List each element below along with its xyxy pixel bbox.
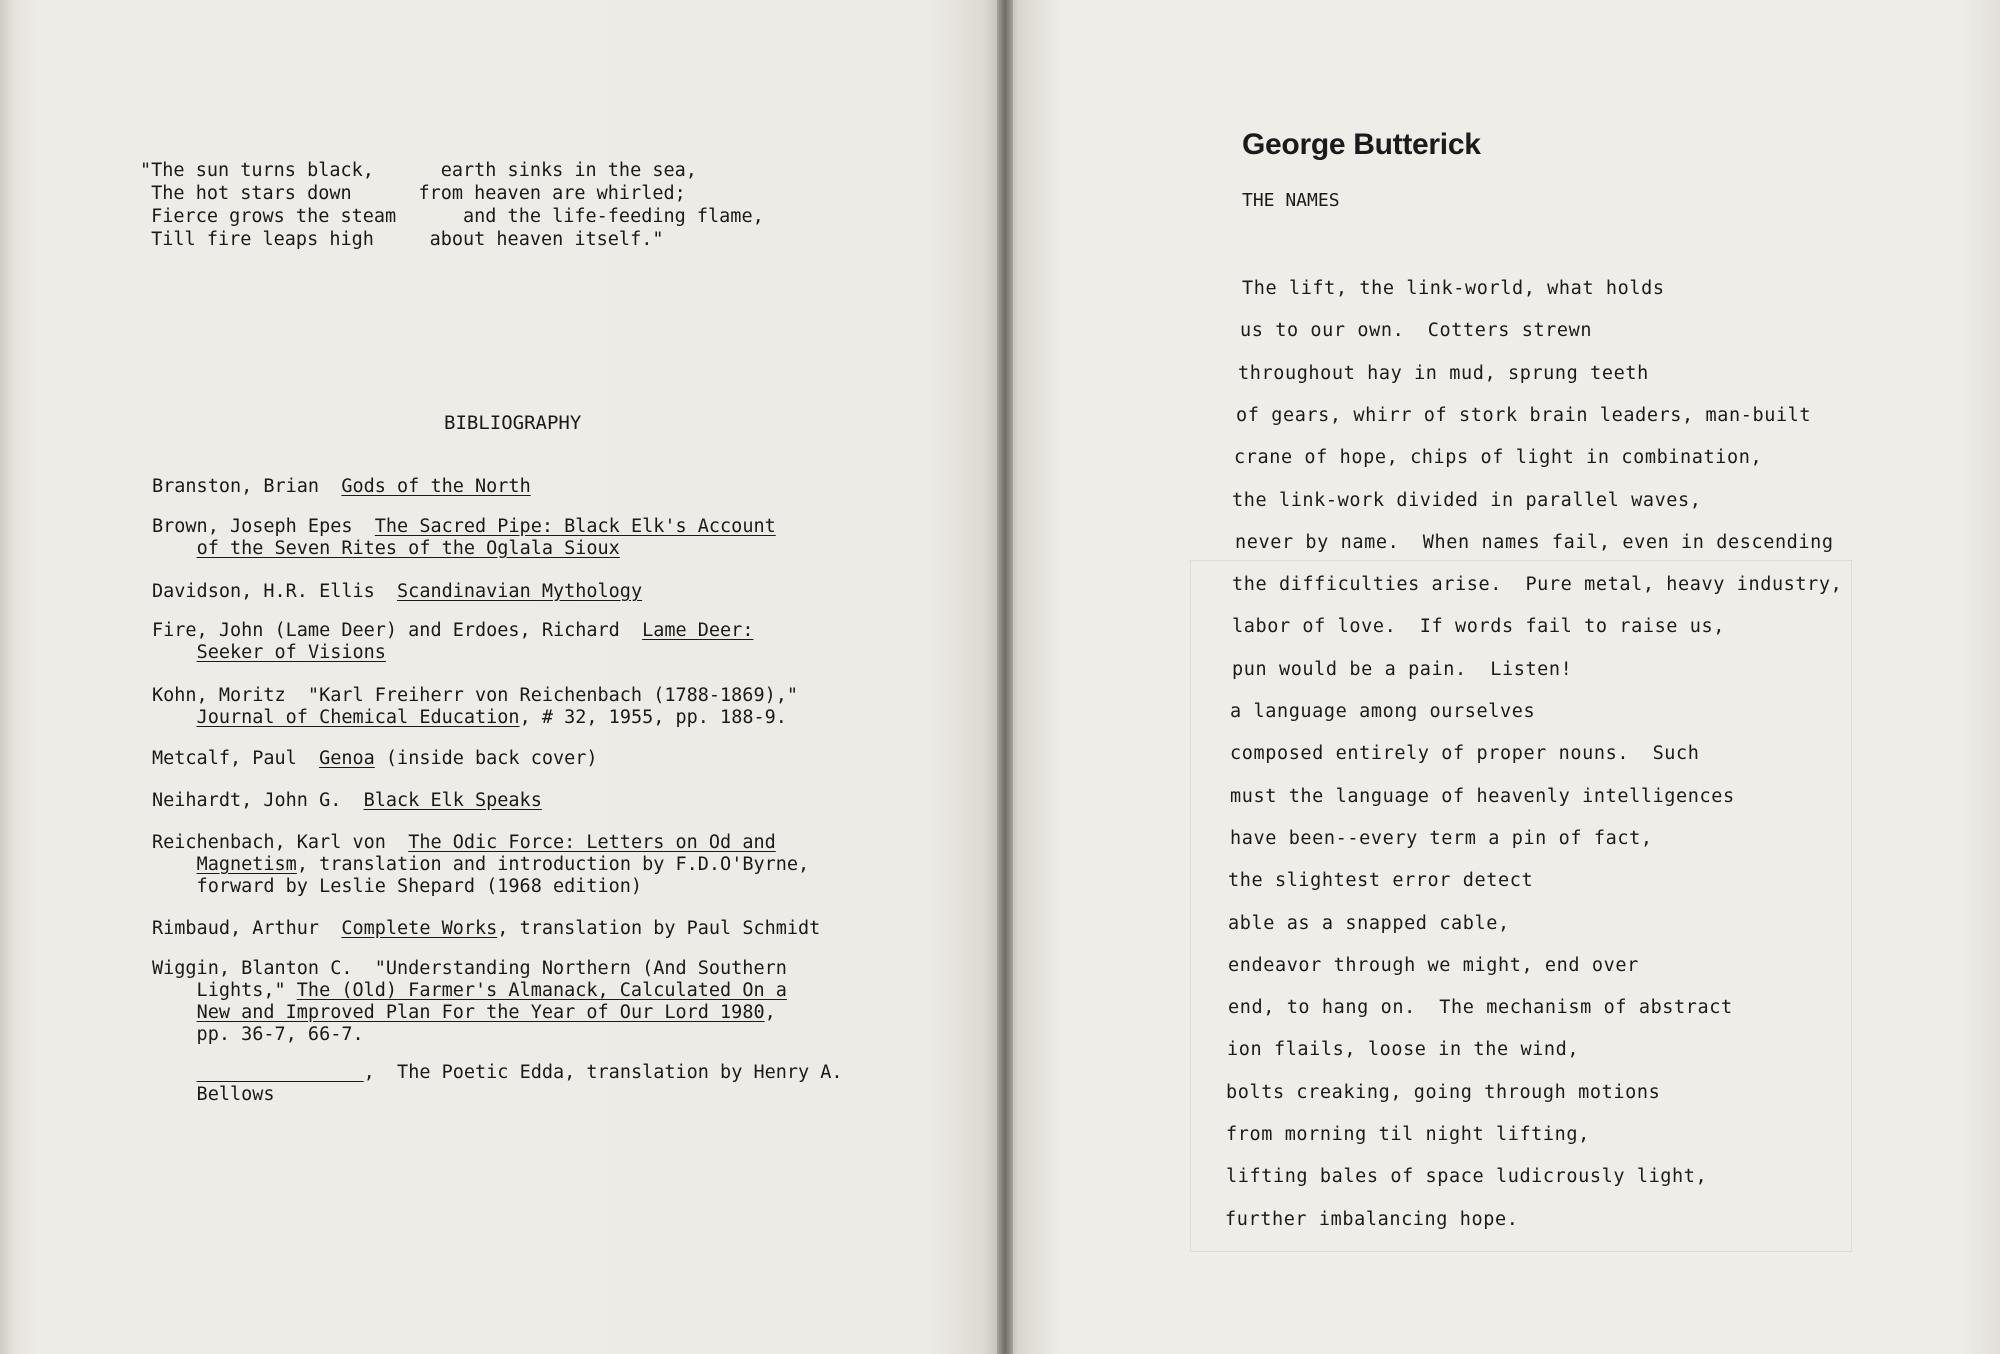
- entry-text: [152, 642, 197, 663]
- entry-text: Wiggin, Blanton C. "Understanding Northern (And Southern: [152, 958, 787, 979]
- entry-title-underlined: The Sacred Pipe: Black Elk's Account: [374, 516, 776, 537]
- entry-title-underlined: The Odic Force: Letters on Od and: [408, 832, 776, 853]
- entry-title-underlined: Genoa: [319, 748, 375, 769]
- poem-line: the link-work divided in parallel waves,: [1232, 489, 1702, 511]
- poem-line: have been--every term a pin of fact,: [1230, 827, 1653, 849]
- entry-text: Lights,": [152, 980, 297, 1001]
- poem-line: the slightest error detect: [1228, 870, 1534, 892]
- entry-text: [152, 854, 197, 875]
- poem-line: able as a snapped cable,: [1228, 912, 1510, 934]
- poem-line: The lift, the link-world, what holds: [1242, 278, 1665, 299]
- entry-text: , The Poetic Edda, translation by Henry A.: [363, 1062, 843, 1083]
- poem-line: further imbalancing hope.: [1225, 1208, 1519, 1230]
- entry-title-underlined: Scandinavian Mythology: [397, 581, 643, 602]
- entry-text: Neihardt, John G.: [152, 790, 364, 811]
- poem-line: the difficulties arise. Pure metal, heavy industry,: [1232, 574, 1843, 596]
- bibliography-entry-line: [152, 707, 787, 728]
- bibliography-entry-line: [152, 1002, 776, 1023]
- epigraph-line: "The sun turns black, earth sinks in the sea,: [140, 160, 697, 181]
- bibliography-entry-line: [152, 685, 798, 706]
- bibliography-entry-line: [152, 854, 809, 875]
- entry-title-underlined: Seeker of Visions: [196, 642, 386, 663]
- entry-text: Branston, Brian: [152, 476, 342, 497]
- epigraph-line: Fierce grows the steam and the life-feeding flame,: [140, 206, 764, 227]
- poem-line: ion flails, loose in the wind,: [1227, 1039, 1580, 1061]
- entry-text: [152, 1062, 197, 1083]
- entry-text: Fire, John (Lame Deer) and Erdoes, Richard: [152, 620, 643, 641]
- epigraph-line: The hot stars down from heaven are whirled;: [140, 183, 686, 204]
- poem-line: composed entirely of proper nouns. Such: [1230, 743, 1700, 765]
- bibliography-entry-line: [152, 620, 753, 641]
- entry-title-underlined: Lame Deer:: [642, 620, 754, 641]
- poem-line: throughout hay in mud, sprung teeth: [1238, 362, 1649, 384]
- poem-line: us to our own. Cotters strewn: [1240, 320, 1593, 342]
- entry-text: Davidson, H.R. Ellis: [152, 581, 398, 602]
- entry-text: [152, 538, 197, 559]
- entry-text: pp. 36-7, 66-7.: [152, 1024, 364, 1045]
- entry-text: Bellows: [152, 1084, 275, 1105]
- entry-text: , translation and introduction by F.D.O'Byrne,: [296, 854, 810, 875]
- entry-title-underlined: of the Seven Rites of the Oglala Sioux: [196, 538, 620, 559]
- poem-line: crane of hope, chips of light in combination,: [1234, 447, 1763, 469]
- poem-line: pun would be a pain. Listen!: [1232, 658, 1573, 680]
- poem-line: a language among ourselves: [1230, 701, 1536, 722]
- poem-line: must the language of heavenly intelligences: [1230, 785, 1735, 807]
- entry-title-underlined: Journal of Chemical Education: [196, 707, 520, 728]
- poem-title: THE NAMES: [1242, 190, 1340, 211]
- bibliography-entry-line: [152, 476, 531, 497]
- bibliography-entry-line: [152, 581, 642, 602]
- poem-line: end, to hang on. The mechanism of abstract: [1228, 997, 1733, 1019]
- entry-text: Brown, Joseph Epes: [152, 516, 375, 537]
- poem-line: never by name. When names fail, even in descending: [1235, 531, 1834, 553]
- poem-line: from morning til night lifting,: [1226, 1124, 1590, 1145]
- bibliography-entry-line: [152, 516, 776, 537]
- entry-title-underlined: Complete Works: [341, 918, 498, 939]
- entry-title-underlined: Black Elk Speaks: [363, 790, 542, 811]
- poem-line: lifting bales of space ludicrously light,: [1226, 1166, 1708, 1188]
- bibliography-entry-line: [152, 748, 598, 769]
- entry-text: ,: [764, 1002, 776, 1023]
- entry-text: Reichenbach, Karl von: [152, 832, 409, 853]
- bibliography-entry-line: [152, 918, 820, 939]
- entry-text: forward by Leslie Shepard (1968 edition): [152, 876, 643, 897]
- entry-text: [152, 1002, 197, 1023]
- entry-text: Kohn, Moritz "Karl Freiherr von Reichenbach (1788-1869),": [152, 685, 799, 706]
- bibliography-heading: BIBLIOGRAPHY: [444, 412, 582, 434]
- entry-text: Metcalf, Paul: [152, 748, 320, 769]
- author-name: George Butterick: [1242, 128, 1481, 161]
- bibliography-entry-line: [152, 876, 642, 897]
- poem-line: labor of love. If words fail to raise us,: [1232, 616, 1725, 638]
- entry-title-underlined: Gods of the North: [341, 476, 531, 497]
- bibliography-entry-line: [152, 1084, 275, 1105]
- poem-line: endeavor through we might, end over: [1228, 954, 1639, 976]
- poem-line: of gears, whirr of stork brain leaders, man-built: [1236, 404, 1812, 426]
- entry-title-underlined: The (Old) Farmer's Almanack, Calculated On a: [296, 980, 787, 1001]
- bibliography-entry-line: [152, 958, 787, 979]
- bibliography-entry-line: [152, 1024, 364, 1045]
- bibliography-entry-line: [152, 1062, 843, 1083]
- entry-text: [152, 707, 197, 728]
- entry-title-underlined: New and Improved Plan For the Year of Our Lord 1980: [196, 1002, 765, 1023]
- bibliography-entry-line: [152, 980, 787, 1001]
- entry-text: Rimbaud, Arthur: [152, 918, 342, 939]
- entry-title-underlined: [197, 1062, 364, 1083]
- epigraph-line: Till fire leaps high about heaven itself.": [140, 229, 664, 250]
- entry-text: (inside back cover): [374, 748, 598, 769]
- entry-text: , translation by Paul Schmidt: [497, 918, 821, 939]
- poem-line: bolts creaking, going through motions: [1226, 1081, 1661, 1103]
- entry-text: , # 32, 1955, pp. 188-9.: [519, 707, 787, 728]
- bibliography-entry-line: [152, 790, 542, 811]
- bibliography-entry-line: [152, 832, 776, 853]
- entry-title-underlined: Magnetism: [196, 854, 297, 875]
- bibliography-entry-line: [152, 642, 386, 663]
- book-gutter: [997, 0, 1013, 1354]
- bibliography-entry-line: [152, 538, 620, 559]
